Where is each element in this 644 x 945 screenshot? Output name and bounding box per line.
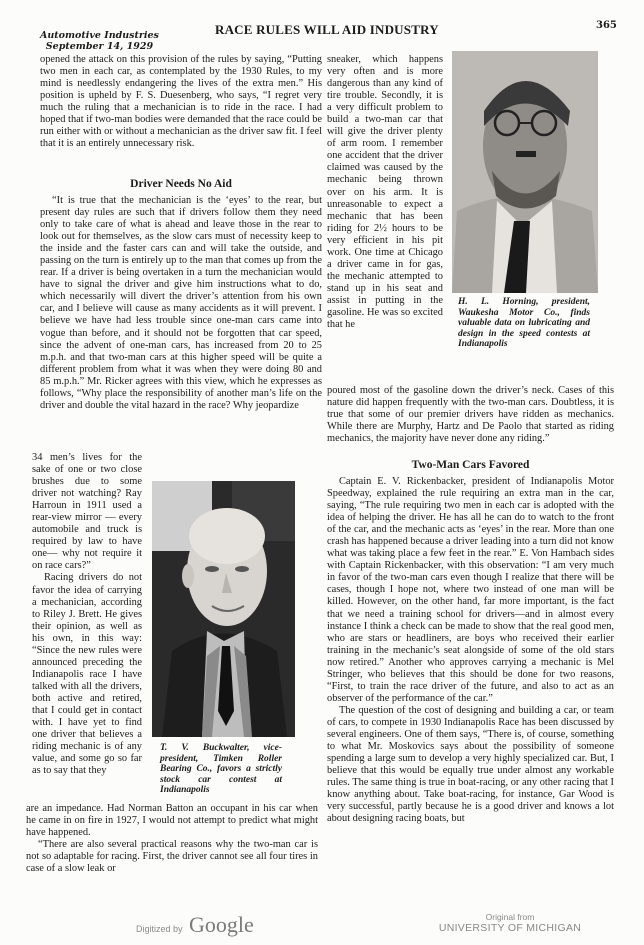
google-logo: Google — [189, 912, 254, 937]
issue-date: September 14, 1929 — [45, 41, 154, 52]
paragraph: 34 men’s lives for the sake of one or two close brushes due to some driver not watching? Ray Harroun in 1911 used a rear-view mirror — every automobile and truck is required by law to have one— why not require it on race cars?” — [32, 452, 142, 572]
paragraph: “There are also several practical reasons why the two-man car is not so adaptable for racing. First, the driver cannot see all four tires in case of a slow leak or — [26, 839, 318, 875]
subhead-two-man-cars-favored: Two-Man Cars Favored — [411, 459, 530, 471]
paragraph: are an impedance. Had Norman Batton an occupant in his car when he came in on fire in 1927, I would not attempt to predict what might have happened. — [26, 803, 318, 839]
col2-wide — [327, 385, 614, 445]
subhead-driver-needs-no-aid: Driver Needs No Aid — [130, 178, 232, 190]
col1-intro — [40, 54, 322, 150]
journal-info — [40, 30, 159, 52]
col2-bottom — [327, 476, 614, 825]
caption-buckwalter: T. V. Buckwalter, vice-president, Timken Roller Bearing Co., favors a strictly stock car contest at Indianapolis — [160, 743, 282, 795]
article-title: RACE RULES WILL AID INDUSTRY — [215, 22, 439, 37]
original-label: Original from — [485, 912, 535, 922]
paragraph: Captain E. V. Rickenbacker, president of Indianapolis Motor Speedway, explained the rule requiring an extra man in the car, saying, “The rule requiring two men in each car is adopted with the idea of helping the driver. He has all he can do to watch to the front of the car, and the mechanic acts as ‘eyes’ in the rear. More than one crash has happened because a driver leading into a turn did not know what was taking place a few feet in the rear.” E. Von Hambach sides with Captain Rickenbacker, with this observation: “I am very much in favor of the two-man cars even though I realize that there will be cases, though I hope not, where two instead of one man will be killed. However, on the other hand, far more important, is the fact that we need a training school for drivers—and in almost every instance I think a check can be made to show that the real good men, who are stars or headliners, are boys who received their earlier training in the mechanic’s seat alongside of some of the old stars now retired.” Another who approves carrying a mechanic is Mel Stringer, who believes that this should be done for two reasons, “First, to train the race driver of the future, and also to act as an observer of the performance of the car.” — [327, 476, 614, 704]
col1-body — [40, 195, 322, 412]
digitized-by-google — [136, 912, 254, 938]
digitized-label: Digitized by — [136, 924, 183, 934]
paragraph: “It is true that the mechanician is the ‘eyes’ to the rear, but present day rules are such that if drivers follow them they need only to take care of what is ahead and leave those in the rear to look out for themselves, as the slow cars must of necessity keep to the inside and the faster cars can and will take the outside, and passing on the turn is entirely up to the man that comes up from the rear. If a driver is being overtaken in a turn the mechanician would have to signal the driver and give him instructions what to do, which necessarily will divert the driver’s attention from his own car, and I believe will cause as many accidents as it will prevent. I believe we have had less trouble since one-man cars came into vogue than before, and it should not be forgotten that car speed, since the advent of one-man cars, has increased from 20 to 25 m.p.h. and that two-man cars at this higher speed will be quite a different problem from what it was when they were doing 80 and 85 m.p.h.” Mr. Ricker agrees with this view, which he expresses as follows, “Why place the responsibility of another man’s life on the driver and double the vital hazard in the race? Why jeopardize — [40, 195, 322, 411]
journal-name: Automotive Industries — [40, 30, 159, 41]
caption-horning: H. L. Horning, president, Waukesha Motor Co., finds valuable data on lubricating and design in the speed contests at Indianapolis — [458, 297, 590, 349]
university-name: UNIVERSITY OF MICHIGAN — [438, 922, 582, 934]
photo-horning — [452, 51, 598, 293]
col1-narrow — [32, 452, 142, 777]
paragraph: poured most of the gasoline down the driver’s neck. Cases of this nature did happen frequently with the two-man cars. Doubtless, it is true that some of our premier drivers have ridden as mechanics. While there are Murphy, Hartz and De Paolo that started as riding mechanics, the majority have never done any riding.” — [327, 385, 614, 445]
col1-bottom — [26, 803, 318, 875]
portrait-image — [452, 51, 598, 293]
original-source — [400, 912, 620, 934]
page-number: 365 — [596, 20, 617, 31]
portrait-image — [152, 481, 295, 737]
paragraph: The question of the cost of designing and building a car, or team of cars, to compete in 1930 Indianapolis Race has been discussed by several engineers. One of them says, “There is, of course, something to what Mr. Moskovics says about the possibility of someone spending a large sum to develop a very highly specialized car. But, I believe that this would be equally true under almost any workable rules. The same thing is true in boat-racing, or any other racing that I know anything about. Take boat-racing, for instance, Gar Wood is very successful, partly because he is a good driver and knows a lot about designing racing boats, but — [327, 704, 614, 825]
col2-narrow — [327, 54, 443, 331]
paragraph: opened the attack on this provision of the rules by saying, “Putting two men in each car, as contemplated by the 1930 Rules, to my mind is needlessly endangering the lives of the extra men.” His position is upheld by F. S. Duesenberg, who says, “I regret very much the ruling that a mechanician is to ride in the race. I had hoped that if two-man bodies were demanded that the race could be run either with or without a mechanician as the driver saw fit. I feel that it is an entirely unnecessary risk. — [40, 54, 322, 150]
paragraph: Racing drivers do not favor the idea of carrying a mechanician, according to Riley J. Brett. He gives their opinion, as well as his own, in this way: “Since the new rules were announced preceding the Indianapolis race I have talked with all the drivers, both active and retired, that I could get in contact with. I have yet to find one driver that believes a riding mechanic is of any value, and some go so far as to say that they — [32, 572, 142, 777]
photo-buckwalter — [152, 481, 295, 737]
paragraph: sneaker, which happens very often and is more dangerous than any kind of tire trouble. Secondly, it is a very difficult problem to build a two-man car that will give the driver plenty of arm room. I remember one accident that the driver claimed was caused by the mechanic being thrown over on his arm. It is unreasonable to expect a mechanic that has been riding for 2½ hours to be very efficient in his pit work. One time at Chicago a driver came in for gas, the mechanic attempted to stand up in his seat and assist in putting in the gasoline. He was so excited that he — [327, 54, 443, 331]
